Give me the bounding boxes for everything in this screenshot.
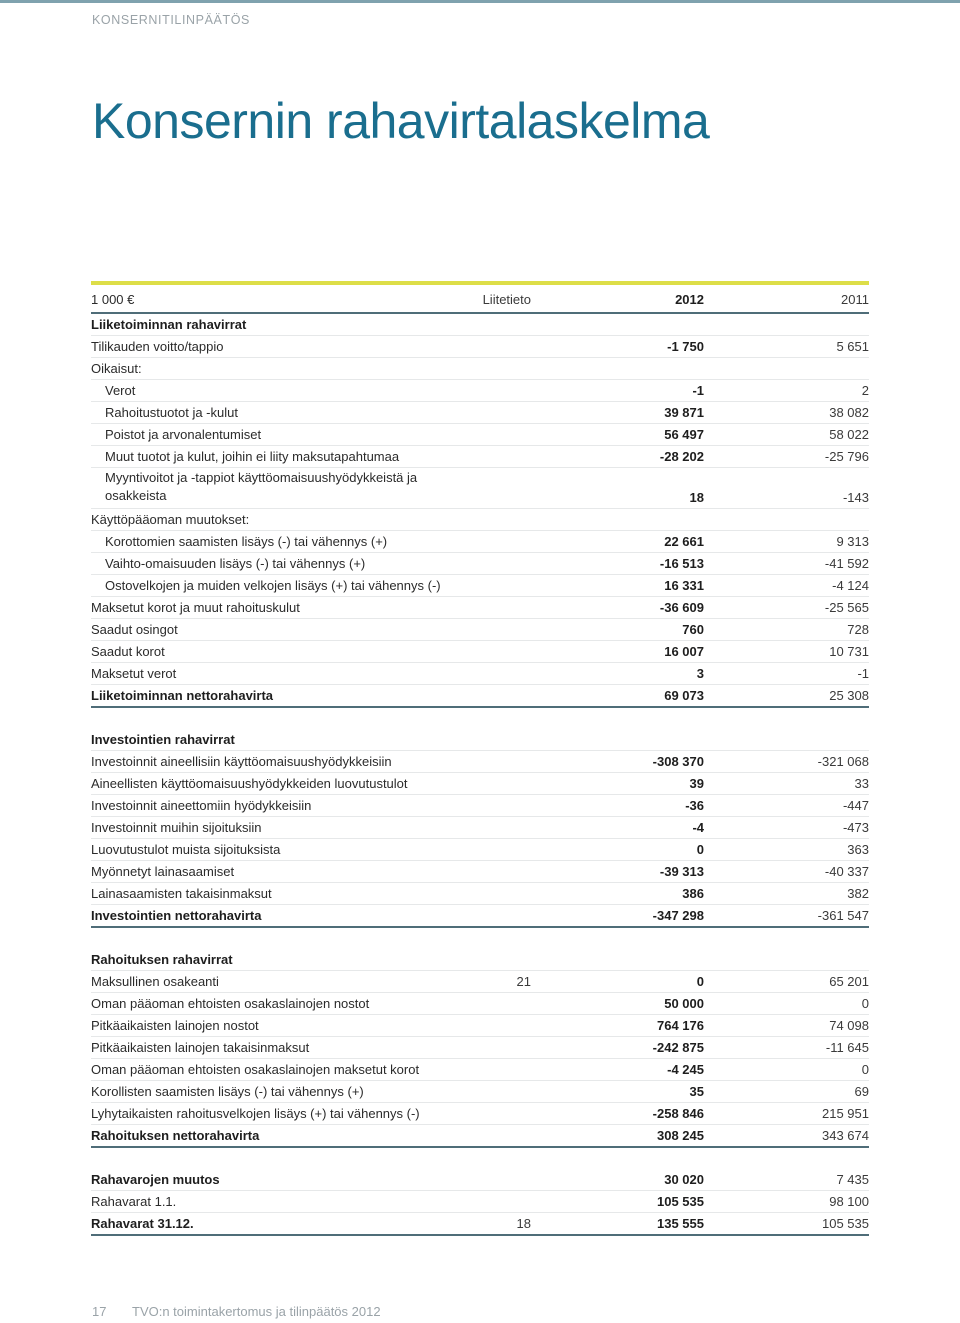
- table-row: Maksullinen osakeanti 21 0 65 201: [91, 971, 869, 993]
- unit-header: 1 000 €: [91, 291, 135, 307]
- page-number: 17: [92, 1304, 107, 1319]
- year-current-header: 2012: [675, 291, 704, 307]
- publication-title: TVO:n toimintakertomus ja tilinpäätös 2012: [132, 1304, 381, 1319]
- table-row: Luovutustulot muista sijoituksista 0 363: [91, 839, 869, 861]
- table-row: Oikaisut:: [91, 358, 869, 380]
- cash-closing-row: Rahavarat 31.12. 18 135 555 105 535: [91, 1213, 869, 1236]
- cash-change-row: Rahavarojen muutos 30 020 7 435: [91, 1169, 869, 1191]
- table-row: Oman pääoman ehtoisten osakaslainojen maksetut korot -4 245 0: [91, 1059, 869, 1081]
- section-label: KONSERNITILINPÄÄTÖS: [92, 13, 250, 27]
- total-row-investing: Investointien nettorahavirta -347 298 -361 547: [91, 905, 869, 928]
- table-row: Myyntivoitot ja -tappiot käyttöomaisuushyödykkeistä ja osakkeista 18 -143: [91, 468, 869, 509]
- table-row: Rahoitustuotot ja -kulut 39 871 38 082: [91, 402, 869, 424]
- table-row: Verot -1 2: [91, 380, 869, 402]
- top-border: [0, 0, 960, 3]
- table-row: Lainasaamisten takaisinmaksut 386 382: [91, 883, 869, 905]
- table-row: Pitkäaikaisten lainojen nostot 764 176 74 098: [91, 1015, 869, 1037]
- table-row: Korottomien saamisten lisäys (-) tai vähennys (+) 22 661 9 313: [91, 531, 869, 553]
- section-heading-operating: Liiketoiminnan rahavirrat: [91, 314, 869, 336]
- table-row: Maksetut verot 3 -1: [91, 663, 869, 685]
- table-row: Maksetut korot ja muut rahoituskulut -36 609 -25 565: [91, 597, 869, 619]
- table-row: Vaihto-omaisuuden lisäys (-) tai vähennys (+) -16 513 -41 592: [91, 553, 869, 575]
- page-title: Konsernin rahavirtalaskelma: [92, 93, 710, 149]
- year-previous-header: 2011: [841, 291, 869, 307]
- table-row: Investoinnit muihin sijoituksiin -4 -473: [91, 817, 869, 839]
- table-row: Saadut osingot 760 728: [91, 619, 869, 641]
- table-row: Käyttöpääoman muutokset:: [91, 509, 869, 531]
- cash-opening-row: Rahavarat 1.1. 105 535 98 100: [91, 1191, 869, 1213]
- table-row: Pitkäaikaisten lainojen takaisinmaksut -242 875 -11 645: [91, 1037, 869, 1059]
- cash-flow-table: [91, 281, 869, 1236]
- total-row-operating: Liiketoiminnan nettorahavirta 69 073 25 308: [91, 685, 869, 708]
- table-row: Korollisten saamisten lisäys (-) tai vähennys (+) 35 69: [91, 1081, 869, 1103]
- table-top-rule: [91, 281, 869, 285]
- table-row: Oman pääoman ehtoisten osakaslainojen nostot 50 000 0: [91, 993, 869, 1015]
- page-footer: [92, 1304, 381, 1319]
- table-row: Muut tuotot ja kulut, joihin ei liity maksutapahtumaa -28 202 -25 796: [91, 446, 869, 468]
- table-row: Aineellisten käyttöomaisuushyödykkeiden luovutustulot 39 33: [91, 773, 869, 795]
- table-row: Lyhytaikaisten rahoitusvelkojen lisäys (+) tai vähennys (-) -258 846 215 951: [91, 1103, 869, 1125]
- table-row: Poistot ja arvonalentumiset 56 497 58 022: [91, 424, 869, 446]
- table-header: [91, 286, 869, 314]
- section-heading-financing: Rahoituksen rahavirrat: [91, 949, 869, 971]
- note-header: Liitetieto: [482, 291, 531, 307]
- table-row: Investoinnit aineellisiin käyttöomaisuushyödykkeisiin -308 370 -321 068: [91, 751, 869, 773]
- total-row-financing: Rahoituksen nettorahavirta 308 245 343 674: [91, 1125, 869, 1148]
- table-row: Myönnetyt lainasaamiset -39 313 -40 337: [91, 861, 869, 883]
- table-row: Investoinnit aineettomiin hyödykkeisiin -36 -447: [91, 795, 869, 817]
- table-row: Saadut korot 16 007 10 731: [91, 641, 869, 663]
- table-row: Ostovelkojen ja muiden velkojen lisäys (+) tai vähennys (-) 16 331 -4 124: [91, 575, 869, 597]
- table-row: Tilikauden voitto/tappio -1 750 5 651: [91, 336, 869, 358]
- section-heading-investing: Investointien rahavirrat: [91, 729, 869, 751]
